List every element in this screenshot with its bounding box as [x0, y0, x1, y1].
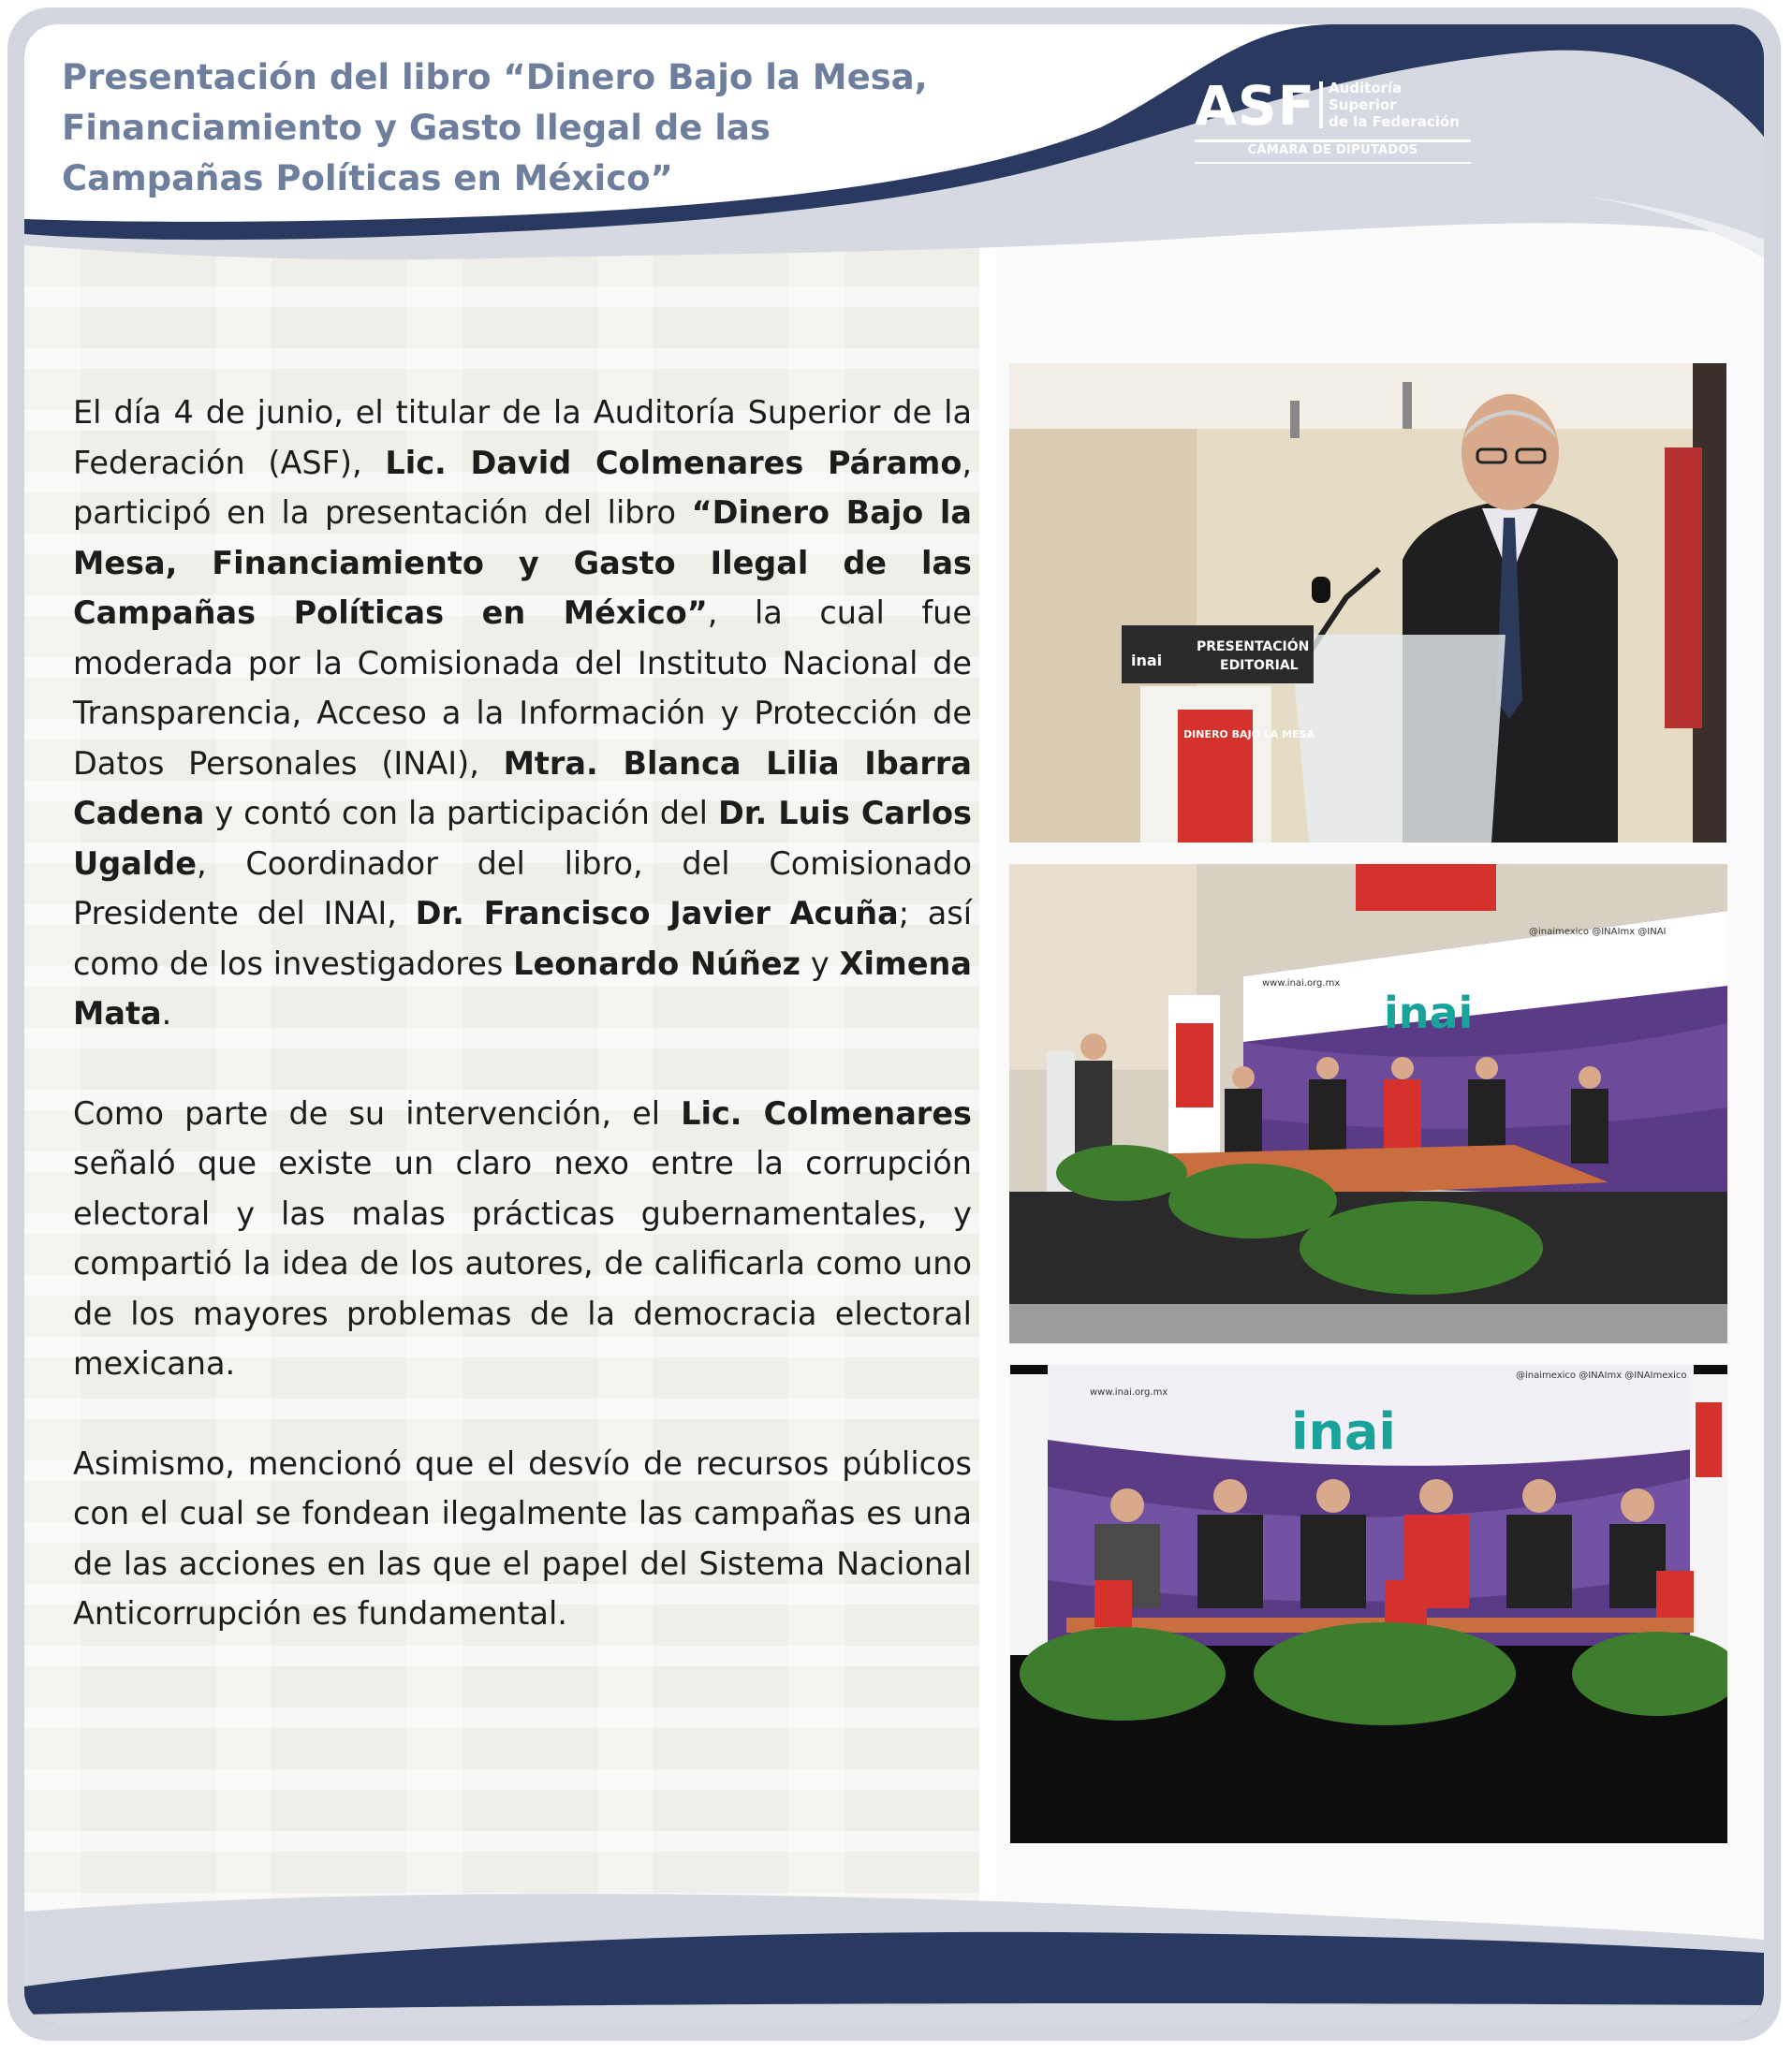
text-run: , participó en la presentación del libro: [73, 444, 972, 531]
name-coordinator: Dr. Luis Carlos Ugalde: [73, 795, 973, 882]
podium-label-2: EDITORIAL: [1220, 658, 1299, 673]
page-frame: [7, 7, 1781, 2041]
text-run: y: [801, 945, 840, 982]
backdrop-logo: inai: [1384, 988, 1474, 1038]
name-colmenares: Lic. Colmenares: [681, 1094, 972, 1132]
text-run: señaló que existe un claro nexo entre la corrupción electoral y las malas prácticas gubernamentales, y compartió la idea de los autores, de calificarla como uno de los mayores problemas de la democracia electoral mexicana.: [73, 1145, 972, 1382]
backdrop-url: www.inai.org.mx: [1090, 1387, 1168, 1398]
book-title: “Dinero Bajo la Mesa, Financiamiento y Gasto Ilegal de las Campañas Políticas en México”: [73, 494, 973, 631]
footer-wave: [24, 1874, 1764, 2024]
logo-org-line3: de la Federación: [1329, 113, 1460, 130]
logo-org-line2: Superior: [1329, 96, 1397, 113]
podium-logo: inai: [1131, 652, 1163, 669]
backdrop-social: @inaimexico @INAImx @INAI: [1529, 927, 1667, 937]
logo-rule-bottom: [1195, 162, 1471, 164]
paragraph-1: [73, 388, 972, 1039]
text-run: Como parte de su intervención, el: [73, 1094, 682, 1132]
name-asf-titular: Lic. David Colmenares Páramo: [385, 444, 962, 481]
backdrop-url: www.inai.org.mx: [1262, 978, 1341, 989]
text-run: Asimismo, mencionó que el desvío de recursos públicos con el cual se fondean ilegalmente las campañas es una de las acciones en las que el papel del Sistema Nacional Anticorrupción es fundamental.: [73, 1444, 972, 1632]
text-run: y contó con la participación del: [204, 795, 718, 831]
photo-panel-close: [1010, 1365, 1727, 1843]
paragraph-3: [73, 1439, 972, 1639]
name-inai-president: Dr. Francisco Javier Acuña: [415, 895, 899, 931]
paragraph-2: [73, 1089, 972, 1389]
backdrop-logo: inai: [1291, 1402, 1396, 1461]
text-run: .: [161, 995, 172, 1032]
asf-logo: [1195, 76, 1476, 165]
name-researcher-2: Ximena Mata: [73, 945, 973, 1032]
text-run: El día 4 de junio, el titular de la Auditoría Superior de la Federación (ASF),: [73, 394, 972, 481]
book-cover-title: DINERO BAJO LA MESA: [1183, 728, 1315, 740]
logo-divider: [1319, 81, 1323, 128]
page-title: Presentación del libro “Dinero Bajo la Mesa, Financiamiento y Gasto Ilegal de las Campañas Políticas en México”: [62, 57, 928, 198]
logo-subtitle: CÁMARA DE DIPUTADOS: [1247, 143, 1418, 157]
text-run: ; así como de los investigadores: [73, 895, 973, 982]
logo-org-line1: Auditoría: [1329, 80, 1403, 96]
name-moderator: Mtra. Blanca Lilia Ibarra Cadena: [73, 744, 972, 831]
text-run: , la cual fue moderada por la Comisionada del Instituto Nacional de Transparencia, Acceso a la Información y Protección de Datos Personales (INAI),: [73, 594, 972, 782]
photo-speaker-podium: [1009, 363, 1726, 843]
photo-panel-wide: [1009, 864, 1727, 1343]
text-run: , Coordinador del libro, del Comisionado Presidente del INAI,: [73, 844, 972, 931]
logo-org-name: [1329, 80, 1478, 130]
logo-rule: [1195, 139, 1471, 142]
name-researcher-1: Leonardo Núñez: [513, 945, 801, 982]
backdrop-social: @inaimexico @INAImx @INAImexico: [1516, 1370, 1687, 1381]
article-body: [73, 388, 972, 1689]
page-inner: [24, 24, 1764, 2024]
podium-label-1: PRESENTACIÓN: [1197, 639, 1310, 654]
logo-mark: ASF: [1195, 74, 1316, 138]
